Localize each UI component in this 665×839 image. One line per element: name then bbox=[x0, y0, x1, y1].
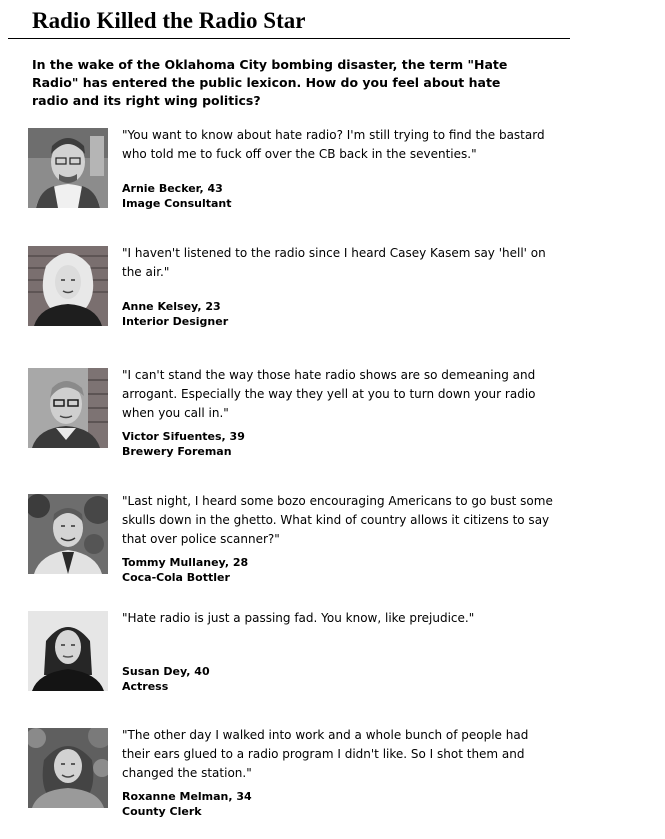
respondent-occupation: Brewery Foreman bbox=[122, 445, 232, 458]
intro-question: In the wake of the Oklahoma City bombing disaster, the term "Hate Radio" has entered the public lexicon. How do you feel about hate radio and its right wing politics? bbox=[32, 57, 508, 108]
respondent-occupation: Image Consultant bbox=[122, 197, 232, 210]
page-title: Radio Killed the Radio Star bbox=[32, 8, 306, 33]
portrait-photo bbox=[28, 494, 108, 574]
title-divider bbox=[8, 38, 570, 39]
quote-text: "The other day I walked into work and a whole bunch of people had their ears glued to a radio program I didn't like. So I shot them and changed the station." bbox=[122, 728, 529, 780]
quote-text: "Hate radio is just a passing fad. You know, like prejudice." bbox=[122, 611, 475, 625]
respondent-occupation: Coca-Cola Bottler bbox=[122, 571, 230, 584]
quote-text: "Last night, I heard some bozo encouraging Americans to go bust some skulls down in the ghetto. What kind of country allows it citizens to say that over police scanner?" bbox=[122, 494, 553, 546]
response-entry bbox=[28, 128, 568, 210]
portrait-photo bbox=[28, 128, 108, 208]
response-entry bbox=[28, 494, 568, 584]
quote-text: "I haven't listened to the radio since I heard Casey Kasem say 'hell' on the air." bbox=[122, 246, 546, 279]
response-entry bbox=[28, 611, 568, 693]
respondent-name: Tommy Mullaney, 28 bbox=[122, 556, 249, 569]
respondent-name: Roxanne Melman, 34 bbox=[122, 790, 252, 803]
respondent-name: Arnie Becker, 43 bbox=[122, 182, 223, 195]
portrait-photo bbox=[28, 611, 108, 691]
response-entry bbox=[28, 728, 568, 818]
response-entry bbox=[28, 368, 568, 458]
respondent-occupation: County Clerk bbox=[122, 805, 202, 818]
respondent-occupation: Interior Designer bbox=[122, 315, 229, 328]
quote-text: "You want to know about hate radio? I'm still trying to find the bastard who told me to fuck off over the CB back in the seventies." bbox=[122, 128, 545, 161]
response-entry bbox=[28, 246, 568, 328]
portrait-photo bbox=[28, 368, 108, 448]
respondent-name: Anne Kelsey, 23 bbox=[122, 300, 221, 313]
respondent-occupation: Actress bbox=[122, 680, 169, 693]
portrait-photo bbox=[28, 246, 108, 326]
respondent-name: Victor Sifuentes, 39 bbox=[122, 430, 245, 443]
quote-text: "I can't stand the way those hate radio shows are so demeaning and arrogant. Especially the way they yell at you to turn down your radio when you call in." bbox=[122, 368, 536, 420]
portrait-photo bbox=[28, 728, 108, 808]
respondent-name: Susan Dey, 40 bbox=[122, 665, 210, 678]
